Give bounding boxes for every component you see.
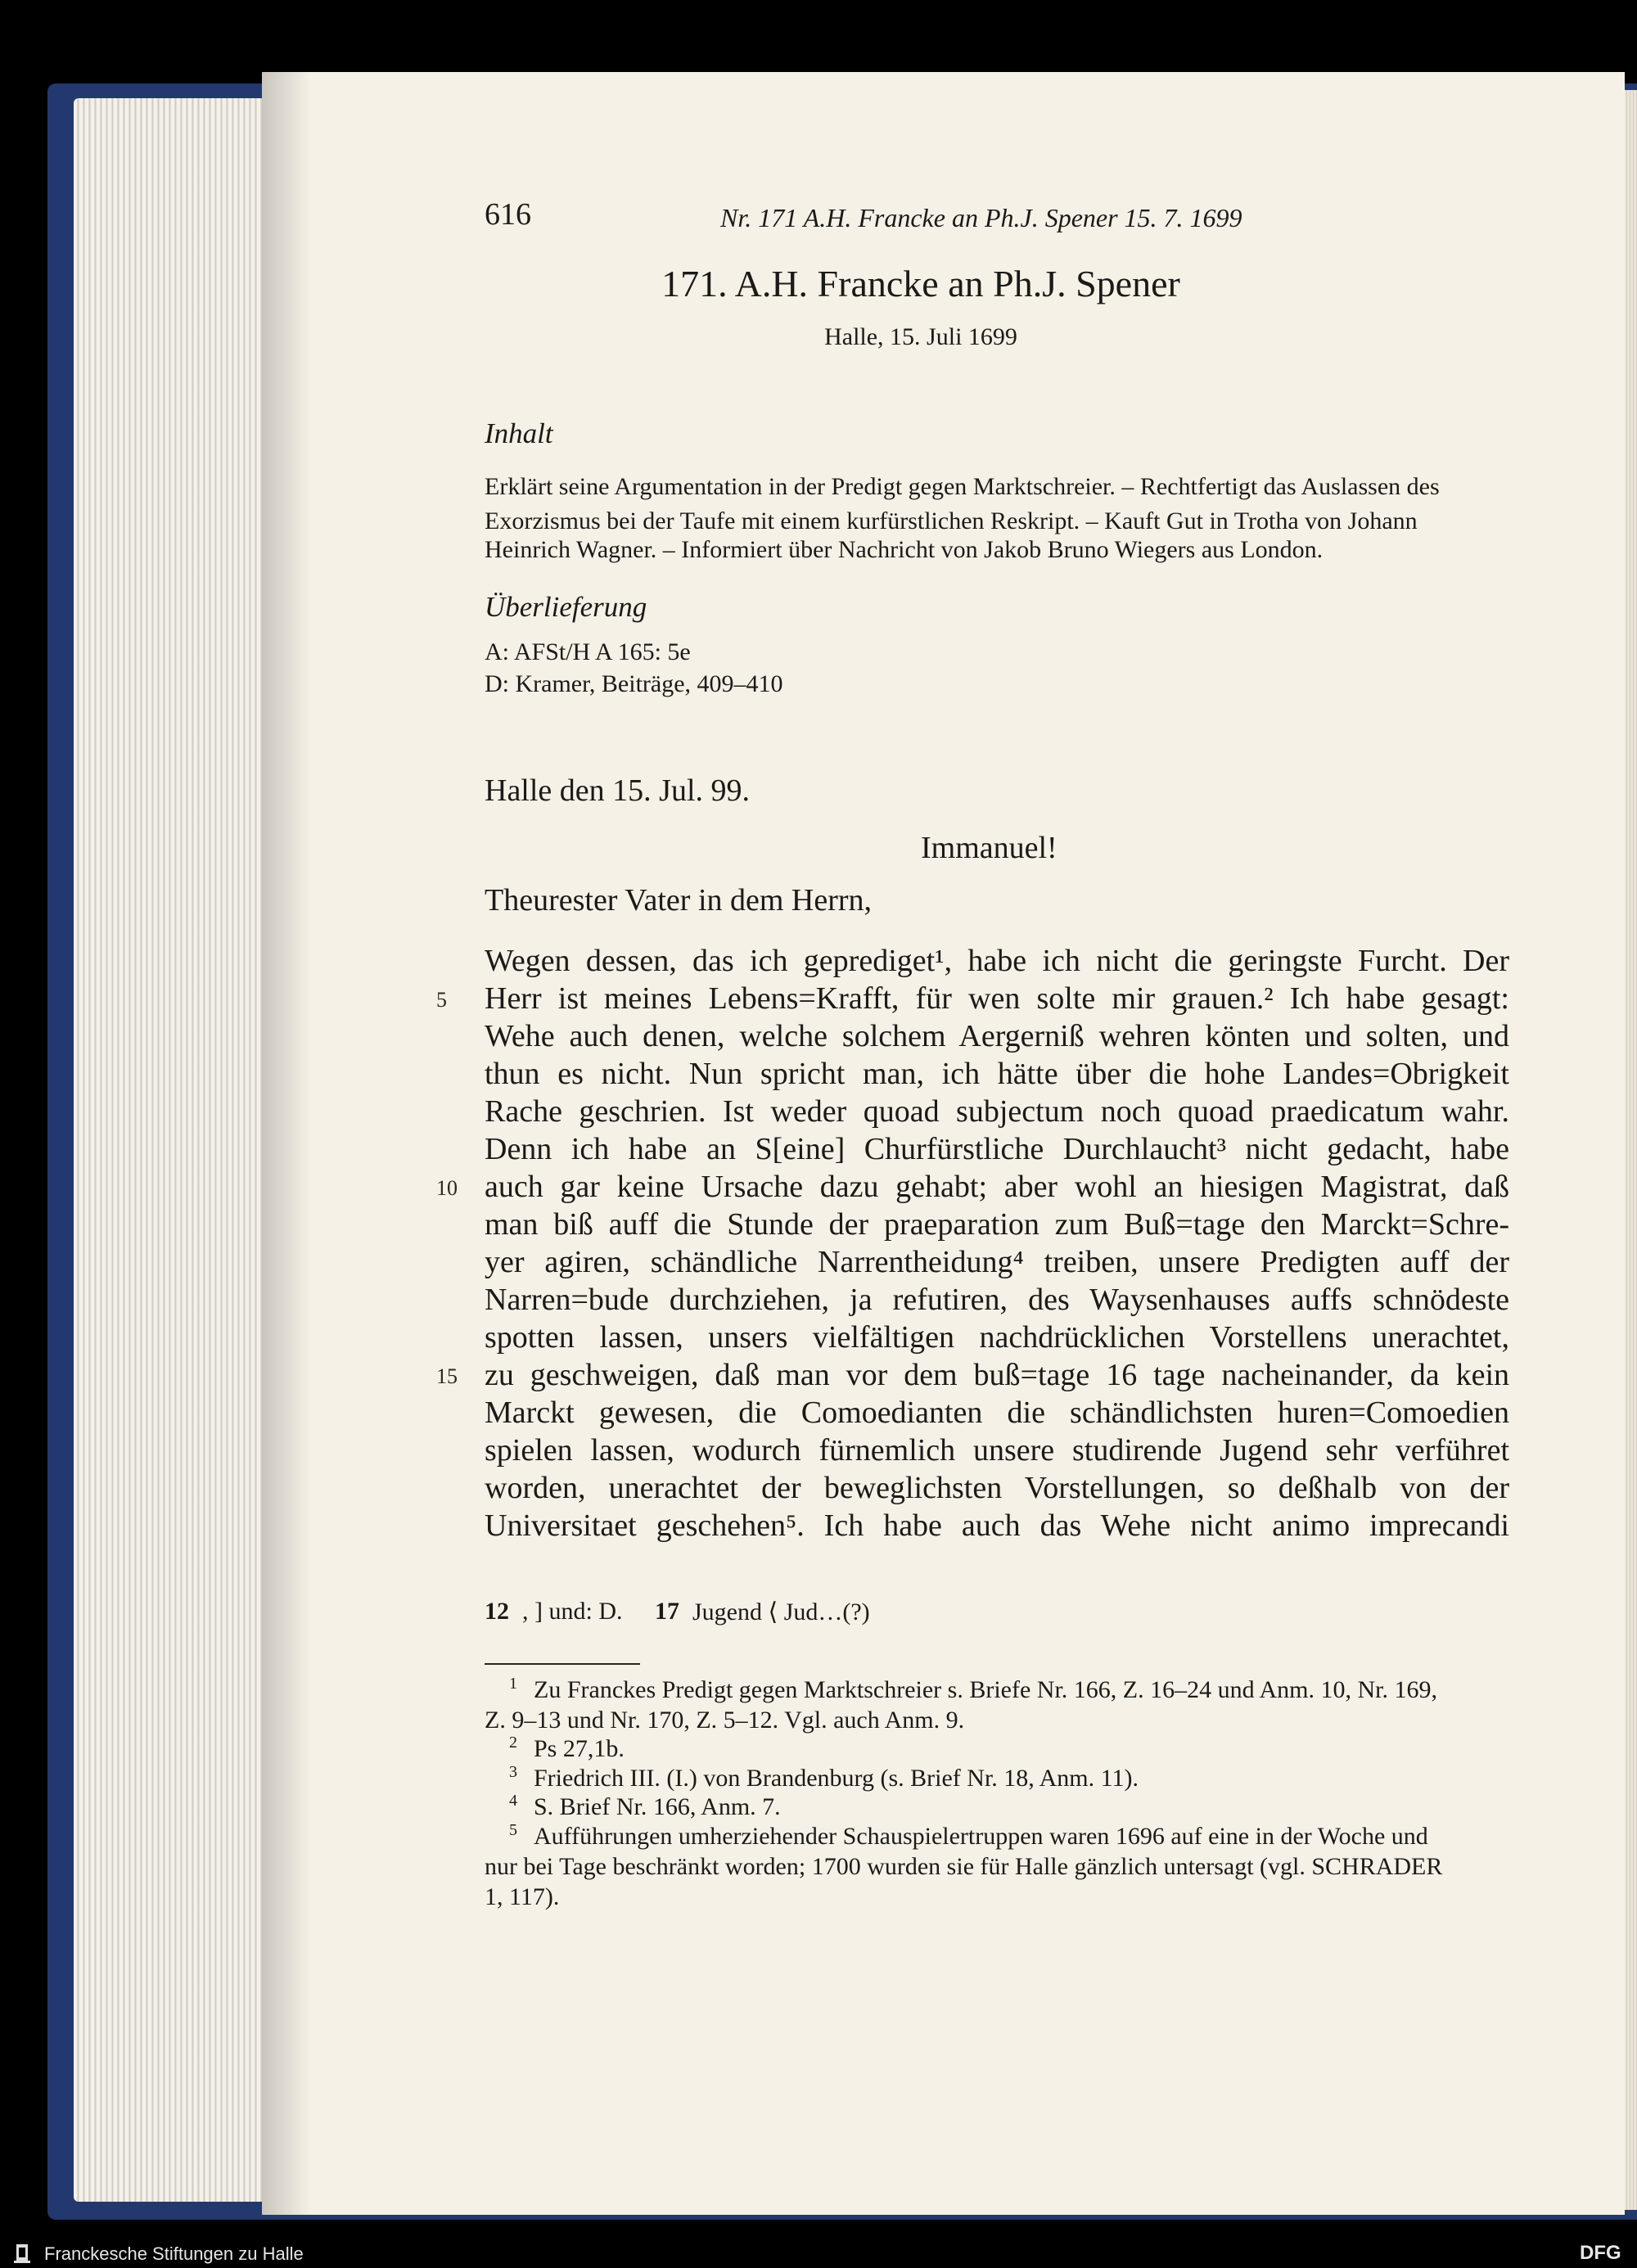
text-line: Universitaet geschehen⁵. Ich habe auch das Wehe nicht animo imprecandi (485, 1508, 1509, 1543)
text-line: Marckt gewesen, die Comoedianten die schändlichsten huren=Comoedien (485, 1396, 1509, 1430)
institution-name[interactable]: Franckesche Stiftungen zu Halle (44, 2243, 304, 2264)
footnote-number: 2 (509, 1734, 517, 1752)
footnote-number: 3 (509, 1763, 517, 1781)
inhalt-line: Exorzismus bei der Taufe mit einem kurfürstlichen Reskript. – Kauft Gut in Trotha von Johann (485, 507, 1418, 534)
footnote-number: 1 (509, 1675, 517, 1693)
page-number: 616 (485, 197, 531, 232)
running-title: Nr. 171 A.H. Francke an Ph.J. Spener 15. 7. 1699 (720, 203, 1242, 232)
dateline: Halle den 15. Jul. 99. (485, 773, 751, 808)
inhalt-line: Erklärt seine Argumentation in der Predigt gegen Marktschreier. – Rechtfertigt das Auslassen des (485, 473, 1440, 500)
institution-logo-icon (10, 2241, 34, 2266)
apparatus-text: , ] und: D. (522, 1598, 623, 1625)
inhalt-line: Heinrich Wagner. – Informiert über Nachricht von Jakob Bruno Wiegers aus London. (485, 536, 1324, 563)
apparatus-linenum: 17 (655, 1598, 679, 1625)
footnote-rule (485, 1663, 640, 1665)
inhalt-heading: Inhalt (485, 417, 553, 449)
text-line: Herr ist meines Lebens=Krafft, für wen solte mir grauen.² Ich habe gesagt: (485, 981, 1509, 1016)
text-line: spielen lassen, wodurch fürnemlich unsere studirende Jugend sehr verführet (485, 1433, 1509, 1468)
footnote-line: nur bei Tage beschränkt worden; 1700 wurden sie für Halle gänzlich untersagt (vgl. SCHRADER (485, 1853, 1443, 1880)
footnote-line: Zu Franckes Predigt gegen Marktschreier s. Briefe Nr. 166, Z. 16–24 und Anm. 10, Nr. 169, (534, 1676, 1437, 1703)
footnote-line: Friedrich III. (I.) von Brandenburg (s. Brief Nr. 18, Anm. 11). (534, 1765, 1139, 1792)
footnote-line: S. Brief Nr. 166, Anm. 7. (534, 1793, 781, 1820)
ueberlieferung-line: D: Kramer, Beiträge, 409–410 (485, 670, 783, 697)
footnote-line: Z. 9–13 und Nr. 170, Z. 5–12. Vgl. auch Anm. 9. (485, 1707, 965, 1734)
ueberlieferung-heading: Überlieferung (485, 591, 647, 623)
text-line: zu geschweigen, daß man vor dem buß=tage 16 tage nacheinander, da kein (485, 1358, 1509, 1392)
text-line: worden, unerachtet der beweglichsten Vorstellungen, so deßhalb von der (485, 1471, 1509, 1505)
footnote-line: Ps 27,1b. (534, 1735, 625, 1762)
letter-title: 171. A.H. Francke an Ph.J. Spener (661, 263, 1180, 304)
footnote-number: 4 (509, 1792, 517, 1810)
text-line: man biß auff die Stunde der praeparation zum Buß=tage den Marckt=Schre- (485, 1207, 1509, 1242)
salutation-center: Immanuel! (921, 831, 1058, 865)
apparatus-text: Jugend ⟨ Jud…(?) (692, 1598, 870, 1625)
text-line: Narren=bude durchziehen, ja refutiren, des Waysenhauses auffs schnödeste (485, 1283, 1509, 1317)
text-line: Denn ich habe an S[eine] Churfürstliche Durchlaucht³ nicht gedacht, habe (485, 1132, 1509, 1166)
text-line: yer agiren, schändliche Narrentheidung⁴ treiben, unsere Predigten auff der (485, 1245, 1509, 1279)
footnote-line: Aufführungen umherziehender Schauspielertruppen waren 1696 auf eine in der Woche und (534, 1823, 1428, 1850)
line-number: 10 (436, 1176, 458, 1200)
line-number: 15 (436, 1364, 458, 1388)
line-number: 5 (436, 988, 447, 1012)
text-line: spotten lassen, unsers vielfältigen nachdrücklichen Vorstellens unerachtet, (485, 1320, 1509, 1355)
apparatus-linenum: 12 (485, 1598, 509, 1625)
footnote-line: 1, 117). (485, 1883, 560, 1910)
gutter-shadow (262, 72, 311, 2215)
text-line: Wegen dessen, das ich geprediget¹, habe ich nicht die geringste Furcht. Der (485, 944, 1509, 978)
text-line: auch gar keine Ursache dazu gehabt; aber wohl an hiesigen Magistrat, daß (485, 1170, 1509, 1204)
text-line: thun es nicht. Nun spricht man, ich hätte über die hohe Landes=Obrigkeit (485, 1057, 1509, 1091)
letter-place-date: Halle, 15. Juli 1699 (824, 323, 1017, 350)
dfg-logo: DFG (1580, 2242, 1621, 2264)
text-line: Wehe auch denen, welche solchem Aergerniß wehren könten und solten, und (485, 1019, 1509, 1053)
footnote-number: 5 (509, 1821, 517, 1839)
address-line: Theurester Vater in dem Herrn, (485, 883, 873, 918)
page-edges (74, 98, 266, 2202)
text-line: Rache geschrien. Ist weder quoad subjectum noch quoad praedicatum wahr. (485, 1094, 1509, 1129)
ueberlieferung-line: A: AFSt/H A 165: 5e (485, 638, 691, 665)
